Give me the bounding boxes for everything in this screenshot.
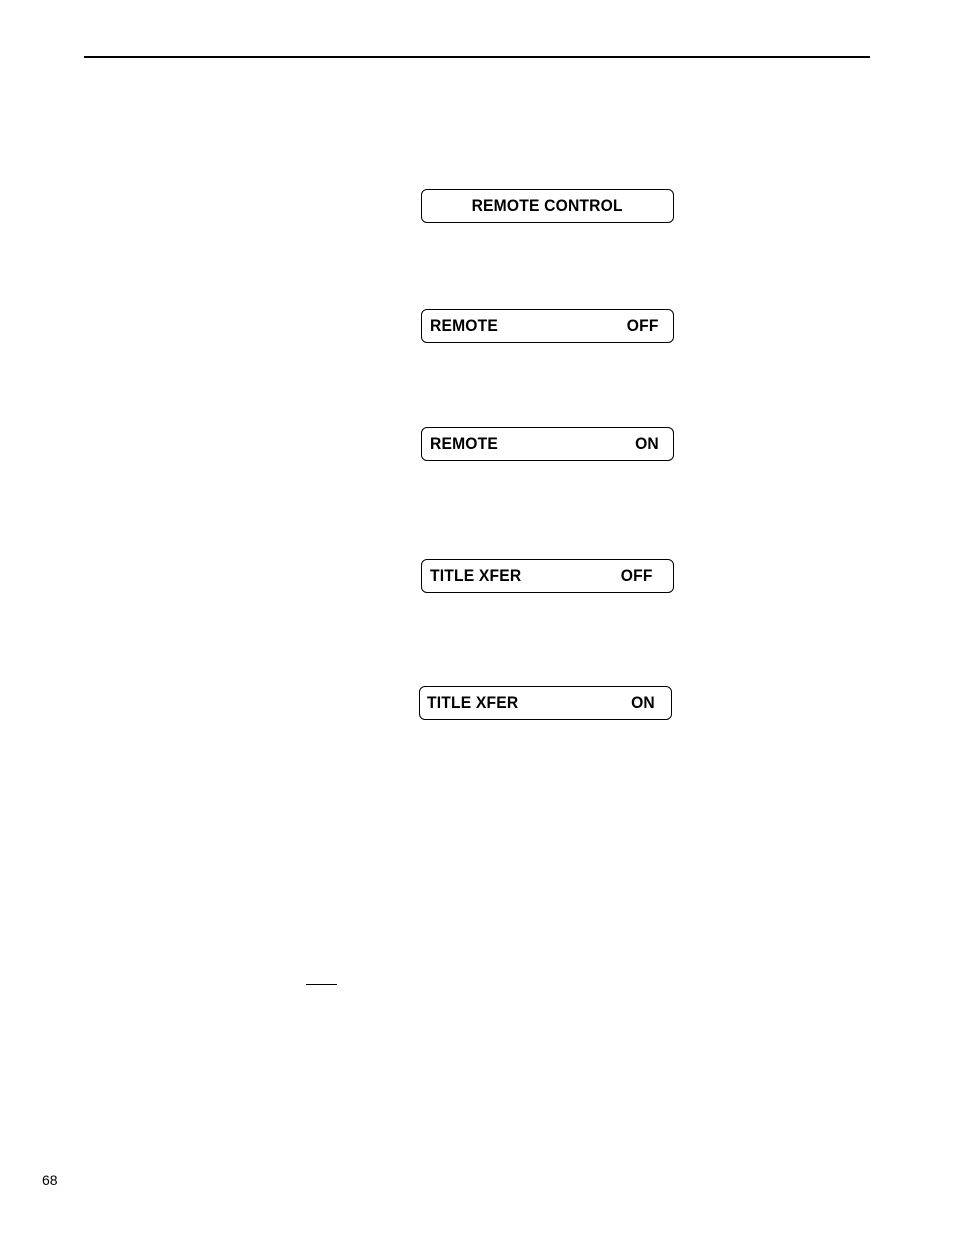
- lcd-remote-off-value: OFF: [627, 316, 659, 335]
- lcd-remote-on: [421, 427, 674, 461]
- lcd-remote-off-label: REMOTE: [430, 316, 499, 335]
- lcd-title-xfer-off: [421, 559, 674, 593]
- lcd-remote-on-label: REMOTE: [430, 434, 499, 453]
- header-rule: [84, 56, 870, 58]
- lcd-remote-on-value: ON: [635, 434, 659, 453]
- lcd-remote-control: [421, 189, 674, 223]
- lcd-title-xfer-off-label: TITLE XFER: [430, 566, 522, 585]
- lcd-title-xfer-on-label: TITLE XFER: [427, 693, 519, 712]
- lcd-remote-control-text: REMOTE CONTROL: [471, 196, 624, 215]
- page-number: 68: [42, 1172, 58, 1188]
- lcd-title-xfer-on: [419, 686, 672, 720]
- lcd-remote-off: [421, 309, 674, 343]
- short-rule: [306, 984, 337, 985]
- lcd-title-xfer-on-value: ON: [631, 693, 655, 712]
- lcd-title-xfer-off-value: OFF: [621, 566, 653, 585]
